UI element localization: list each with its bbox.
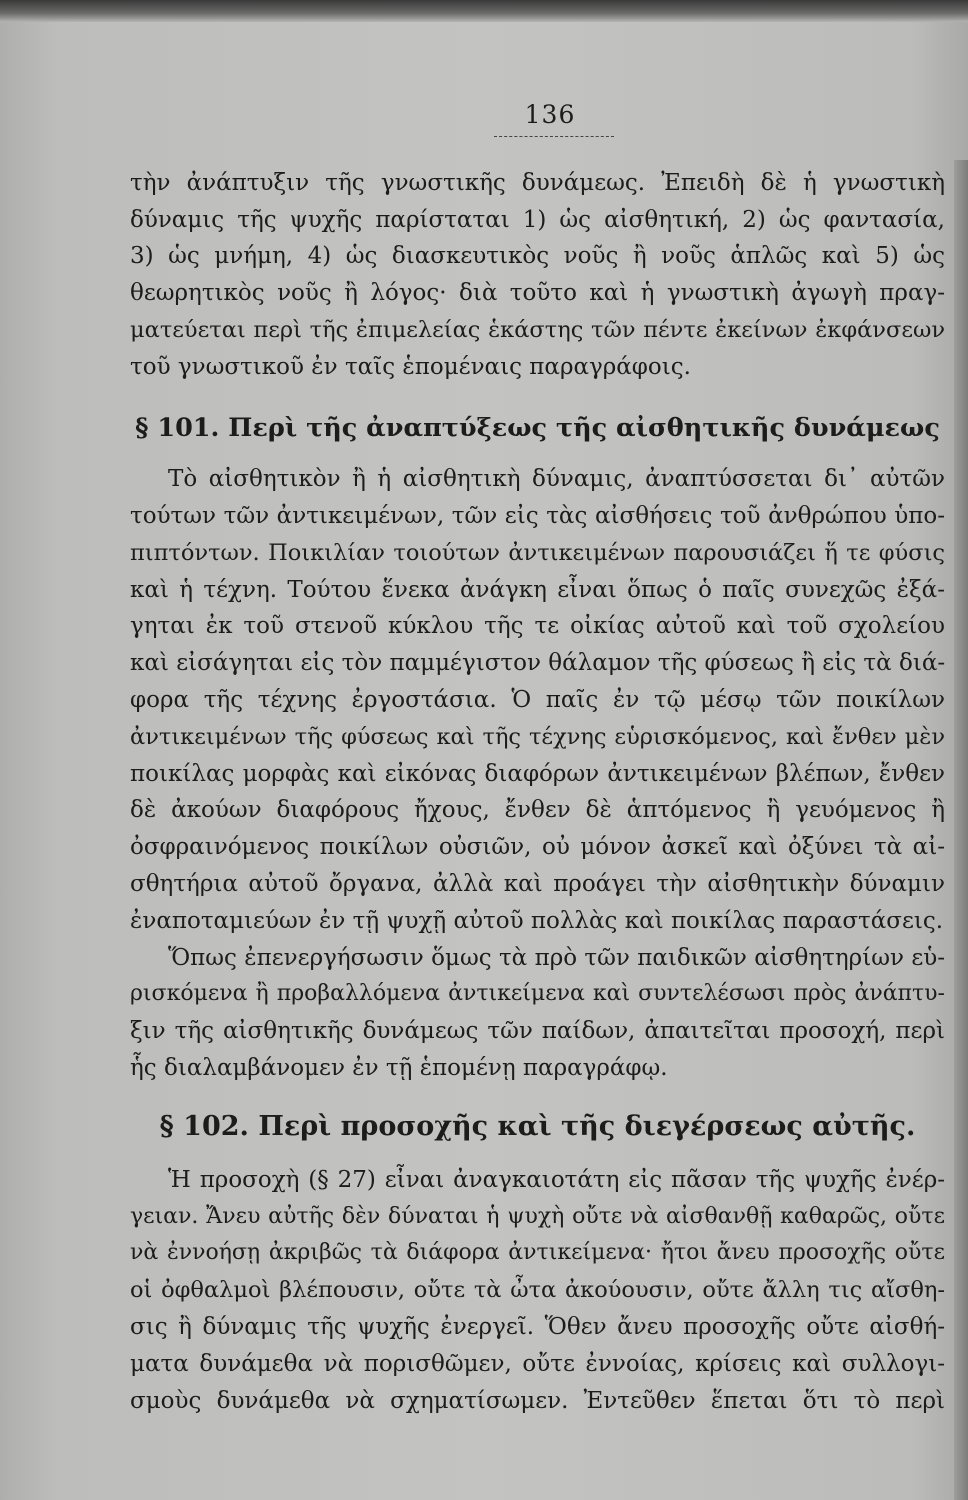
text-line: νὰ ἐννοήσῃ ἀκριβῶς τὰ διάφορα ἀντικείμενα· ἤτοι ἄνευ προσοχῆς οὔτε <box>130 1240 945 1266</box>
text-line: σις ἢ δύναμις τῆς ψυχῆς ἐνεργεῖ. Ὅθεν ἄνευ προσοχῆς οὔτε αἰσθή- <box>130 1313 945 1340</box>
section-102-heading: § 102. Περὶ προσοχῆς καὶ τῆς διεγέρσεως αὐτῆς. <box>159 1110 916 1142</box>
text-line: ποικίλας μορφὰς καὶ εἰκόνας διαφόρων ἀντικειμένων βλέπων, ἔνθεν <box>130 760 945 787</box>
text-line: σθητήρια αὐτοῦ ὄργανα, ἀλλὰ καὶ προάγει τὴν αἰσθητικὴν δύναμιν <box>130 870 945 897</box>
text-line: 3) ὡς μνήμη, 4) ὡς διασκευτικὸς νοῦς ἢ νοῦς ἁπλῶς καὶ 5) ὡς <box>130 243 945 270</box>
text-line: Ὅπως ἐπενεργήσωσιν ὅμως τὰ πρὸ τῶν παιδικῶν αἰσθητηρίων εὑ- <box>168 944 945 971</box>
text-line: σμοὺς δυνάμεθα νὰ σχηματίσωμεν. Ἐντεῦθεν ἕπεται ὅτι τὸ περὶ <box>130 1387 945 1414</box>
page-body <box>130 165 945 1419</box>
text-line: πιπτόντων. Ποικιλίαν τοιούτων ἀντικειμένων παρουσιάζει ἥ τε φύσις <box>130 539 945 566</box>
intro-paragraph <box>130 165 945 385</box>
text-line: ἀντικειμένων τῆς φύσεως καὶ τῆς τέχνης εὑρισκόμενος, καὶ ἔνθεν μὲν <box>130 723 945 750</box>
text-line: ἐναποταμιεύων ἐν τῇ ψυχῇ αὐτοῦ πολλὰς καὶ ποικίλας παραστάσεις. <box>130 907 944 934</box>
text-line: Ἡ προσοχὴ (§ 27) εἶναι ἀναγκαιοτάτη εἰς πᾶσαν τῆς ψυχῆς ἐνέρ- <box>168 1166 945 1193</box>
page-number: 136 <box>524 100 576 129</box>
section-101-heading: § 101. Περὶ τῆς ἀναπτύξεως τῆς αἰσθητικῆς δυνάμεως <box>135 413 940 444</box>
text-line: καὶ εἰσάγηται εἰς τὸν παμμέγιστον θάλαμον τῆς φύσεως ἢ εἰς τὰ διά- <box>130 650 946 677</box>
text-line: γειαν. Ἄνευ αὐτῆς δὲν δύναται ἡ ψυχὴ οὔτε νὰ αἰσθανθῇ καθαρῶς, οὔτε <box>130 1203 945 1229</box>
text-line: ξιν τῆς αἰσθητικῆς δυνάμεως τῶν παίδων, ἀπαιτεῖται προσοχή, περὶ <box>130 1018 945 1045</box>
section-102-paragraph-1 <box>130 1162 945 1420</box>
text-line: Τὸ αἰσθητικὸν ἢ ἡ αἰσθητικὴ δύναμις, ἀναπτύσσεται δι᾽ αὐτῶν <box>168 466 945 493</box>
section-101-paragraph-1 <box>130 461 945 939</box>
text-line: θεωρητικὸς νοῦς ἢ λόγος· διὰ τοῦτο καὶ ἡ γνωστικὴ ἀγωγὴ πραγ- <box>130 280 945 307</box>
text-line: τοῦ γνωστικοῦ ἐν ταῖς ἑπομέναις παραγράφοις. <box>130 353 691 380</box>
text-line: φορα τῆς τέχνης ἐργοστάσια. Ὁ παῖς ἐν τῷ μέσῳ τῶν ποικίλων <box>130 687 945 713</box>
text-line: ἧς διαλαμβάνομεν ἐν τῇ ἑπομένῃ παραγράφῳ. <box>130 1054 668 1081</box>
page-number-rule <box>494 136 614 137</box>
text-line: δὲ ἀκούων διαφόρους ἤχους, ἔνθεν δὲ ἁπτόμενος ἢ γευόμενος ἢ <box>130 797 945 824</box>
text-line: ὀσφραινόμενος ποικίλων οὐσιῶν, οὐ μόνον ἀσκεῖ καὶ ὀξύνει τὰ αἰ- <box>130 834 945 861</box>
section-101-paragraph-2 <box>130 940 945 1087</box>
adjacent-page-edge <box>954 160 968 1500</box>
text-line: ρισκόμενα ἢ προβαλλόμενα ἀντικείμενα καὶ συντελέσωσι πρὸς ἀνάπτυ- <box>130 981 945 1007</box>
text-line: ματεύεται περὶ τῆς ἐπιμελείας ἑκάστης τῶν πέντε ἐκείνων ἐκφάνσεων <box>130 316 945 343</box>
text-line: καὶ ἡ τέχνη. Τούτου ἕνεκα ἀνάγκη εἶναι ὅπως ὁ παῖς συνεχῶς ἐξά- <box>130 576 945 603</box>
page-top-edge <box>0 0 968 22</box>
text-line: δύναμις τῆς ψυχῆς παρίσταται 1) ὡς αἰσθητική, 2) ὡς φαντασία, <box>130 206 945 233</box>
text-line: τὴν ἀνάπτυξιν τῆς γνωστικῆς δυνάμεως. Ἐπειδὴ δὲ ἡ γνωστικὴ <box>130 170 945 196</box>
text-line: τούτων τῶν ἀντικειμένων, τῶν εἰς τὰς αἰσθήσεις τοῦ ἀνθρώπου ὑπο- <box>130 503 945 530</box>
text-line: οἱ ὀφθαλμοὶ βλέπουσιν, οὔτε τὰ ὦτα ἀκούουσιν, οὔτε ἄλλη τις αἴσθη- <box>130 1277 945 1304</box>
text-line: γηται ἐκ τοῦ στενοῦ κύκλου τῆς τε οἰκίας αὐτοῦ καὶ τοῦ σχολείου <box>130 613 945 640</box>
text-line: ματα δυνάμεθα νὰ πορισθῶμεν, οὔτε ἐννοίας, κρίσεις καὶ συλλογι- <box>130 1350 945 1377</box>
